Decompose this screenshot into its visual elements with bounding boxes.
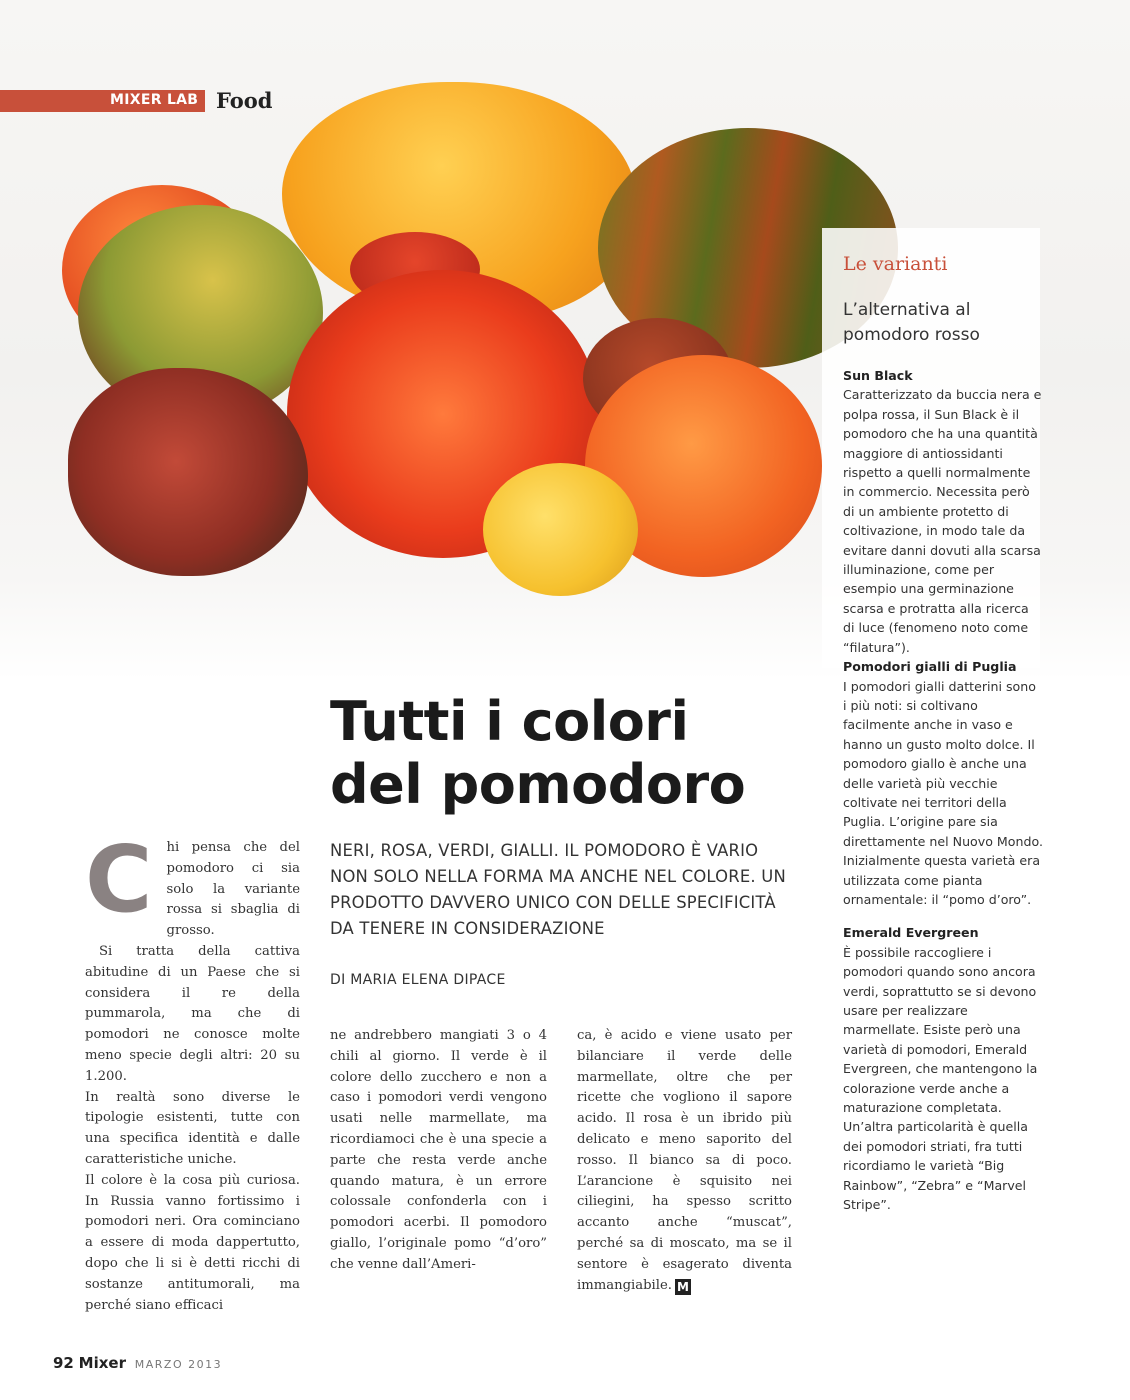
article-column-1 xyxy=(85,826,300,1316)
sidebar-item-text: Caratterizzato da buccia nera e polpa rossa, il Sun Black è il pomodoro che ha una quantità maggiore di antiossidanti rispetto a quelli normalmente in commercio. Necessita però di un ambiente protetto di coltivazione, in modo tale da evitare danni dovuti alla scarsa illuminazione, come per esempio una germinazione scarsa e protratta alla ricerca di luce (fenomeno noto come “filatura”). xyxy=(843,387,1042,655)
paragraph: hi pensa che del pomodoro ci sia solo la variante rossa si sbaglia di grosso. xyxy=(166,840,300,939)
page-number: 92 xyxy=(53,1354,74,1372)
sidebar-item-heading: Sun Black xyxy=(843,368,913,383)
sidebar-item-heading: Emerald Evergreen xyxy=(843,925,979,941)
sidebar-subtitle: L’alternativa al pomodoro rosso xyxy=(843,300,980,345)
tomato-dark-left xyxy=(68,368,308,576)
end-mark-icon: M xyxy=(675,1279,691,1295)
magazine-name: Mixer xyxy=(78,1354,126,1372)
paragraph: ne andrebbero mangiati 3 o 4 chili al giorno. Il verde è il colore dello zucchero e non a caso i pomodori verdi vengono usati nelle marmellate, ma ricordiamoci che è una specie a parte che resta verde anche quando matura, è un errore colossale confonderla con i pomodori acerbi. Il pomodoro giallo, l’originale pomo “d’oro” che venne dall’Ameri- xyxy=(330,1028,547,1272)
paragraph xyxy=(577,1026,792,1296)
sidebar-item-heading: Pomodori gialli di Puglia xyxy=(843,659,1017,675)
issue-date: MARZO 2013 xyxy=(134,1358,223,1371)
sidebar-title: Le varianti xyxy=(843,253,948,275)
page-footer xyxy=(53,1354,222,1372)
paragraph: Il colore è la cosa più curiosa. In Russia vanno fortissimo i pomodori neri. Ora cominciano a essere di moda dappertutto, dopo che li si è detti ricchi di sostanze antitumorali, ma perché siano efficaci xyxy=(85,1172,300,1313)
article-headline xyxy=(330,690,810,816)
article-deck: NERI, ROSA, VERDI, GIALLI. IL POMODORO È VARIO NON SOLO NELLA FORMA MA ANCHE NEL COLORE. UN PRODOTTO DAVVERO UNICO CON DELLE SPECIFICITÀ DA TENERE IN CONSIDERAZIONE xyxy=(330,841,786,938)
paragraph: Si tratta della cattiva abitudine di un Paese che si considera il re della pummarola, ma che di pomodori ne conosce molte meno specie degli altri: 20 su 1.200. xyxy=(85,943,300,1084)
article-column-3 xyxy=(577,1026,792,1296)
article-byline: DI MARIA ELENA DIPACE xyxy=(330,972,506,988)
section-label: MIXER LAB xyxy=(110,92,199,108)
paragraph-text: ca, è acido e viene usato per bilanciare il verde delle marmellate, oltre che per ricette che vogliono il sapore acido. Il rosa è un ibrido più delicato e meno saporito del rosso. Il bianco sa di poco. L’arancione è squisito nei ciliegini, ha spesso scritto accanto anche “muscat”, perché sa di moscato, ma se il sentore è esagerato diventa immangiabile. xyxy=(577,1028,792,1293)
tomato-yellow-cherry xyxy=(483,463,638,596)
article-column-2 xyxy=(330,1026,547,1276)
sidebar-body xyxy=(843,366,1043,1214)
drop-cap: C xyxy=(85,826,153,933)
sidebar-item-text: I pomodori gialli datterini sono i più noti: si coltivano facilmente anche in vaso e hanno un gusto molto dolce. Il pomodoro giallo è anche una delle varietà più vecchie coltivate nei territori della Puglia. L’origine pare sia direttamente nel Nuovo Mondo. Inizialmente questa varietà era utilizzata come pianta ornamentale: il “pomo d’oro”. xyxy=(843,678,1043,907)
paragraph: In realtà sono diverse le tipologie esistenti, tutte con una specifica identità e dalle caratteristiche uniche. xyxy=(85,1089,300,1167)
sidebar-item-text: È possibile raccogliere i pomodori quando sono ancora verdi, soprattutto se si devono usare per realizzare marmellate. Esiste però una varietà di pomodori, Emerald Evergreen, che mantengono la colorazione verde anche a maturazione completata. Un’altra particolarità è quella dei pomodori striati, fra tutti ricordiamo le varietà “Big Rainbow”, “Zebra” e “Marvel Stripe”. xyxy=(843,944,1038,1213)
headline-line-2: del pomodoro xyxy=(330,753,746,816)
headline-line-1: Tutti i colori xyxy=(330,690,689,753)
section-subtitle: Food xyxy=(216,88,273,113)
